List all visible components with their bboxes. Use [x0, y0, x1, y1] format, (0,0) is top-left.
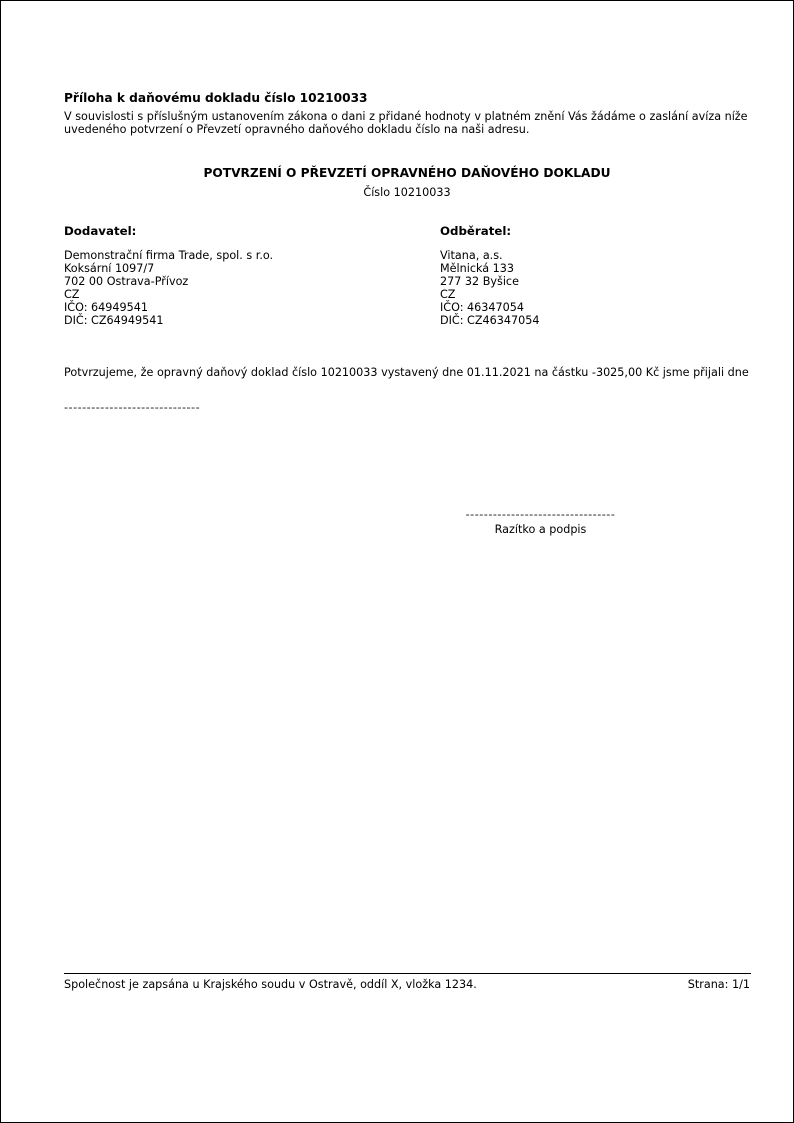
- supplier-name: Demonstrační firma Trade, spol. s r.o.: [64, 249, 274, 262]
- supplier-city: 702 00 Ostrava-Přívoz: [64, 275, 189, 288]
- customer-country: CZ: [440, 288, 456, 301]
- supplier-country: CZ: [64, 288, 80, 301]
- document-number: Číslo 10210033: [363, 186, 451, 199]
- document-title: POTVRZENÍ O PŘEVZETÍ OPRAVNÉHO DAŇOVÉHO DOKLADU: [203, 166, 611, 180]
- footer-page-number: Strana: 1/1: [687, 978, 750, 991]
- signature-block: [438, 508, 643, 536]
- supplier-street: Koksární 1097/7: [64, 262, 155, 275]
- confirmation-text: Potvrzujeme, že opravný daňový doklad číslo 10210033 vystavený dne 01.11.2021 na částku -3025,00 Kč jsme přijali dne: [64, 366, 749, 379]
- annex-text: V souvislosti s příslušným ustanovením zákona o dani z přidané hodnoty v platném znění Vás žádáme o zaslání avíza níže uvedeného potvrzení o Převzetí opravného daňového dokladu číslo na naši adresu.: [64, 110, 748, 136]
- signature-label: Razítko a podpis: [494, 523, 587, 536]
- annex-title: Příloha k daňovému dokladu číslo 10210033: [64, 91, 368, 105]
- customer-dic: DIČ: CZ46347054: [440, 314, 540, 327]
- date-signature-line: ------------------------------: [64, 401, 201, 414]
- footer-divider: [64, 973, 751, 974]
- supplier-ico: IČO: 64949541: [64, 301, 148, 314]
- signature-line: ---------------------------------: [465, 508, 616, 521]
- supplier-heading: Dodavatel:: [64, 224, 137, 238]
- customer-block: [440, 224, 760, 327]
- supplier-block: [64, 224, 404, 327]
- customer-street: Mělnická 133: [440, 262, 515, 275]
- supplier-dic: DIČ: CZ64949541: [64, 314, 164, 327]
- customer-city: 277 32 Byšice: [440, 275, 519, 288]
- customer-name: Vitana, a.s.: [440, 249, 503, 262]
- customer-ico: IČO: 46347054: [440, 301, 524, 314]
- customer-heading: Odběratel:: [440, 224, 512, 238]
- footer-registration: Společnost je zapsána u Krajského soudu v Ostravě, oddíl X, vložka 1234.: [64, 978, 477, 991]
